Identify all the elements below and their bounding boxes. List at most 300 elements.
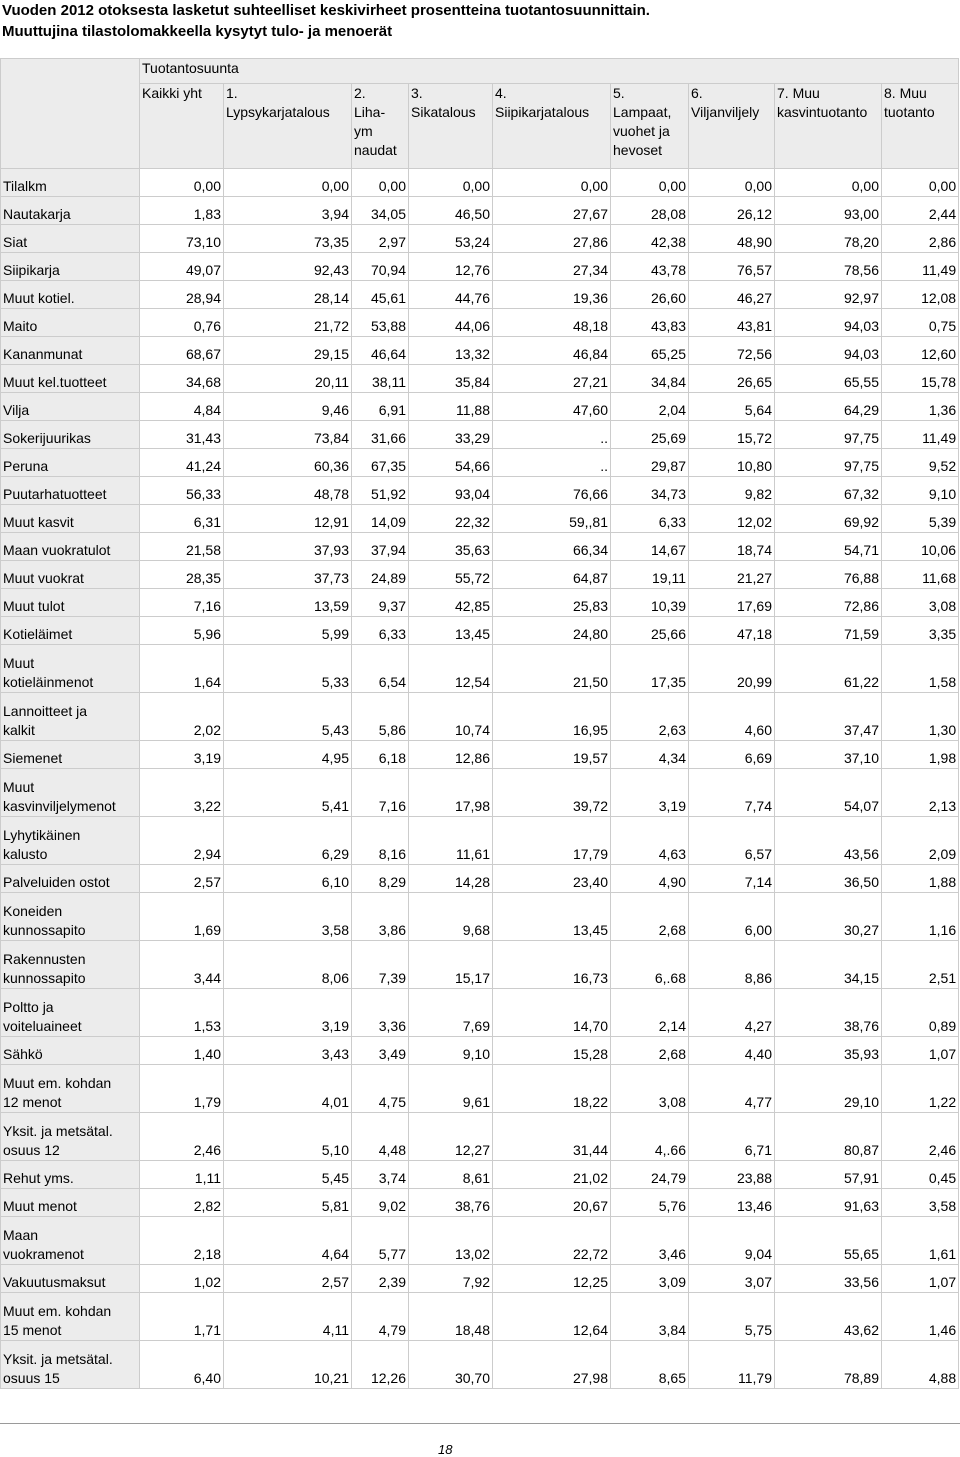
table-cell: 12,02: [689, 505, 775, 533]
row-label-line: Muut em. kohdan: [3, 1303, 112, 1319]
table-cell: 25,66: [611, 617, 689, 645]
table-cell: 37,73: [224, 561, 352, 589]
table-cell: 0,89: [882, 989, 959, 1037]
table-cell: 37,93: [224, 533, 352, 561]
table-cell: 1,88: [882, 865, 959, 893]
table-cell: 3,44: [140, 941, 224, 989]
table-cell: 5,39: [882, 505, 959, 533]
column-header-line: Sikatalous: [411, 104, 476, 120]
table-cell: 44,76: [409, 281, 493, 309]
table-cell: 15,28: [493, 1037, 611, 1065]
table-row: [1, 505, 959, 533]
table-row: [1, 365, 959, 393]
row-label: [1, 477, 140, 505]
row-label-line: Puutarhatuotteet: [3, 486, 107, 502]
table-cell: 4,.66: [611, 1113, 689, 1161]
table-row: [1, 309, 959, 337]
table-cell: 2,09: [882, 817, 959, 865]
table-cell: 4,11: [224, 1293, 352, 1341]
table-cell: 71,59: [775, 617, 882, 645]
column-header-line: vuohet ja: [613, 123, 670, 139]
column-header-line: kasvintuotanto: [777, 104, 868, 120]
table-cell: 5,99: [224, 617, 352, 645]
error-table: [0, 58, 959, 1389]
table-cell: 64,87: [493, 561, 611, 589]
table-cell: 2,02: [140, 693, 224, 741]
table-cell: 1,58: [882, 645, 959, 693]
row-label: [1, 365, 140, 393]
table-row: [1, 1265, 959, 1293]
column-header: [689, 84, 775, 169]
table-cell: 38,11: [352, 365, 409, 393]
column-header-line: 5.: [613, 85, 625, 101]
table-cell: 46,50: [409, 197, 493, 225]
table-cell: 9,10: [409, 1037, 493, 1065]
table-cell: 25,83: [493, 589, 611, 617]
row-label: [1, 893, 140, 941]
table-cell: 17,79: [493, 817, 611, 865]
row-label-line: Rakennusten: [3, 951, 86, 967]
table-cell: 13,45: [409, 617, 493, 645]
row-label: [1, 253, 140, 281]
row-label: [1, 817, 140, 865]
table-cell: 97,75: [775, 421, 882, 449]
table-cell: 18,48: [409, 1293, 493, 1341]
table-cell: 22,72: [493, 1217, 611, 1265]
table-cell: 76,57: [689, 253, 775, 281]
row-label: [1, 1113, 140, 1161]
table-cell: 45,61: [352, 281, 409, 309]
row-label-line: Siat: [3, 234, 28, 250]
table-cell: 34,84: [611, 365, 689, 393]
row-label-line: kunnossapito: [3, 922, 86, 938]
table-row: [1, 337, 959, 365]
table-cell: 5,43: [224, 693, 352, 741]
table-cell: 27,34: [493, 253, 611, 281]
table-cell: 6,40: [140, 1341, 224, 1389]
table-cell: 21,27: [689, 561, 775, 589]
table-cell: 3,08: [882, 589, 959, 617]
row-label-line: Tilalkm: [3, 178, 47, 194]
table-cell: 23,88: [689, 1161, 775, 1189]
table-cell: 1,02: [140, 1265, 224, 1293]
table-cell: 4,64: [224, 1217, 352, 1265]
table-cell: 3,19: [140, 741, 224, 769]
table-cell: 1,64: [140, 645, 224, 693]
column-header-line: 3.: [411, 85, 423, 101]
table-cell: 34,73: [611, 477, 689, 505]
table-cell: 53,24: [409, 225, 493, 253]
row-label: [1, 169, 140, 197]
row-label-line: Muut kasvit: [3, 514, 74, 530]
row-label: [1, 421, 140, 449]
table-cell: 19,36: [493, 281, 611, 309]
table-cell: 3,94: [224, 197, 352, 225]
table-cell: 9,04: [689, 1217, 775, 1265]
table-cell: 36,50: [775, 865, 882, 893]
column-header-line: 8. Muu: [884, 85, 927, 101]
table-row: [1, 253, 959, 281]
row-label: [1, 561, 140, 589]
row-label-line: Nautakarja: [3, 206, 71, 222]
table-cell: 21,58: [140, 533, 224, 561]
table-cell: 24,80: [493, 617, 611, 645]
table-cell: 30,27: [775, 893, 882, 941]
table-cell: 4,63: [611, 817, 689, 865]
table-cell: 6,.68: [611, 941, 689, 989]
row-label: [1, 225, 140, 253]
table-cell: 27,21: [493, 365, 611, 393]
row-label: [1, 393, 140, 421]
table-cell: 30,70: [409, 1341, 493, 1389]
table-row: [1, 169, 959, 197]
row-label: [1, 865, 140, 893]
table-cell: 13,32: [409, 337, 493, 365]
table-cell: 6,91: [352, 393, 409, 421]
table-row: [1, 561, 959, 589]
table-cell: 5,10: [224, 1113, 352, 1161]
table-cell: 47,60: [493, 393, 611, 421]
table-cell: 9,82: [689, 477, 775, 505]
table-cell: 3,86: [352, 893, 409, 941]
row-label-line: kasvinviljelymenot: [3, 798, 116, 814]
table-cell: 10,06: [882, 533, 959, 561]
group-header: Tuotantosuunta: [140, 59, 959, 84]
row-label-line: Lannoitteet ja: [3, 703, 88, 719]
table-cell: 19,57: [493, 741, 611, 769]
table-cell: 28,08: [611, 197, 689, 225]
column-header-line: tuotanto: [884, 104, 935, 120]
table-row: [1, 1113, 959, 1161]
table-cell: 56,33: [140, 477, 224, 505]
table-cell: 6,57: [689, 817, 775, 865]
table-cell: 24,79: [611, 1161, 689, 1189]
table-cell: 73,84: [224, 421, 352, 449]
table-cell: 3,49: [352, 1037, 409, 1065]
table-cell: 6,71: [689, 1113, 775, 1161]
row-label-line: kotieläinmenot: [3, 674, 94, 690]
table-cell: 5,76: [611, 1189, 689, 1217]
table-cell: 6,69: [689, 741, 775, 769]
row-label-line: Muut em. kohdan: [3, 1075, 112, 1091]
table-cell: 17,98: [409, 769, 493, 817]
title-line-2: Muuttujina tilastolomakkeella kysytyt tulo- ja menoerät: [2, 23, 393, 40]
table-cell: 28,35: [140, 561, 224, 589]
table-cell: 80,87: [775, 1113, 882, 1161]
table-cell: 5,45: [224, 1161, 352, 1189]
table-cell: 6,54: [352, 645, 409, 693]
table-cell: 13,02: [409, 1217, 493, 1265]
row-label: [1, 1161, 140, 1189]
table-cell: 1,40: [140, 1037, 224, 1065]
table-cell: 65,25: [611, 337, 689, 365]
table-cell: 44,06: [409, 309, 493, 337]
table-cell: 43,78: [611, 253, 689, 281]
row-label-line: vuokramenot: [3, 1246, 84, 1262]
row-label-line: Maan vuokratulot: [3, 542, 111, 558]
table-row: [1, 281, 959, 309]
table-cell: ..: [493, 449, 611, 477]
table-row: [1, 1065, 959, 1113]
table-cell: 0,00: [775, 169, 882, 197]
table-cell: 0,76: [140, 309, 224, 337]
table-cell: 12,26: [352, 1341, 409, 1389]
row-label-line: Muut menot: [3, 1198, 77, 1214]
column-header: [140, 84, 224, 169]
table-cell: 26,12: [689, 197, 775, 225]
table-cell: 48,78: [224, 477, 352, 505]
row-label: [1, 449, 140, 477]
table-cell: 3,84: [611, 1293, 689, 1341]
table-cell: 12,76: [409, 253, 493, 281]
row-label-line: Muut: [3, 655, 35, 671]
table-cell: 15,72: [689, 421, 775, 449]
table-row: [1, 589, 959, 617]
table-cell: 2,97: [352, 225, 409, 253]
table-cell: 8,86: [689, 941, 775, 989]
table-cell: 8,06: [224, 941, 352, 989]
row-label: [1, 1293, 140, 1341]
table-cell: 1,71: [140, 1293, 224, 1341]
table-cell: 9,46: [224, 393, 352, 421]
table-cell: 1,79: [140, 1065, 224, 1113]
table-cell: 65,55: [775, 365, 882, 393]
table-row: [1, 741, 959, 769]
row-label-line: voiteluaineet: [3, 1018, 82, 1034]
table-cell: 12,54: [409, 645, 493, 693]
table-cell: 3,74: [352, 1161, 409, 1189]
table-cell: 21,72: [224, 309, 352, 337]
table-cell: 73,10: [140, 225, 224, 253]
row-label-line: kunnossapito: [3, 970, 86, 986]
row-label-line: Palveluiden ostot: [3, 874, 110, 890]
row-label: [1, 989, 140, 1037]
table-cell: 33,56: [775, 1265, 882, 1293]
row-label-line: Vilja: [3, 402, 30, 418]
table-cell: 7,16: [352, 769, 409, 817]
table-row: [1, 477, 959, 505]
row-label-line: Muut kotiel.: [3, 290, 75, 306]
table-row: [1, 617, 959, 645]
table-cell: 2,39: [352, 1265, 409, 1293]
row-label: [1, 589, 140, 617]
table-cell: 76,66: [493, 477, 611, 505]
column-header-line: Viljanviljely: [691, 104, 760, 120]
table-cell: 18,22: [493, 1065, 611, 1113]
table-row: [1, 1217, 959, 1265]
table-cell: 97,75: [775, 449, 882, 477]
table-cell: 4,75: [352, 1065, 409, 1113]
table-cell: 37,94: [352, 533, 409, 561]
table-cell: 54,71: [775, 533, 882, 561]
table-cell: 2,51: [882, 941, 959, 989]
table-cell: 29,10: [775, 1065, 882, 1113]
table-cell: 35,93: [775, 1037, 882, 1065]
table-cell: 12,27: [409, 1113, 493, 1161]
row-label: [1, 309, 140, 337]
table-cell: 3,08: [611, 1065, 689, 1113]
column-header-line: hevoset: [613, 142, 663, 158]
page-title: [2, 0, 650, 42]
table-cell: 17,69: [689, 589, 775, 617]
table-cell: 1,07: [882, 1037, 959, 1065]
table-row: [1, 1341, 959, 1389]
table-cell: 5,81: [224, 1189, 352, 1217]
table-cell: 92,97: [775, 281, 882, 309]
column-header-line: 2.: [354, 85, 366, 101]
table-cell: 94,03: [775, 337, 882, 365]
row-label-line: Yksit. ja metsätal.: [3, 1123, 113, 1139]
table-cell: 12,91: [224, 505, 352, 533]
table-row: [1, 449, 959, 477]
table-cell: 2,46: [882, 1113, 959, 1161]
table-cell: 1,69: [140, 893, 224, 941]
row-label: [1, 505, 140, 533]
table-cell: 4,84: [140, 393, 224, 421]
table-cell: 41,24: [140, 449, 224, 477]
table-cell: 16,73: [493, 941, 611, 989]
table-cell: 7,39: [352, 941, 409, 989]
row-label-line: Sähkö: [3, 1046, 43, 1062]
table-cell: 42,38: [611, 225, 689, 253]
column-header-line: 4.: [495, 85, 507, 101]
table-cell: 72,86: [775, 589, 882, 617]
table-cell: 1,22: [882, 1065, 959, 1113]
table-cell: 16,95: [493, 693, 611, 741]
table-cell: 2,68: [611, 893, 689, 941]
table-cell: 2,46: [140, 1113, 224, 1161]
column-header: [611, 84, 689, 169]
table-row: [1, 1293, 959, 1341]
column-header-line: Siipikarjatalous: [495, 104, 590, 120]
table-cell: 57,91: [775, 1161, 882, 1189]
table-cell: 4,01: [224, 1065, 352, 1113]
table-cell: 9,10: [882, 477, 959, 505]
table-cell: 43,62: [775, 1293, 882, 1341]
table-cell: 68,67: [140, 337, 224, 365]
row-label: [1, 533, 140, 561]
table-cell: 69,92: [775, 505, 882, 533]
table-cell: 15,78: [882, 365, 959, 393]
row-label-line: Maito: [3, 318, 38, 334]
table-cell: 34,05: [352, 197, 409, 225]
table-cell: 11,61: [409, 817, 493, 865]
table-cell: 22,32: [409, 505, 493, 533]
table-cell: 49,07: [140, 253, 224, 281]
row-label: [1, 769, 140, 817]
table-cell: 48,90: [689, 225, 775, 253]
table-cell: 38,76: [409, 1189, 493, 1217]
table-cell: 31,43: [140, 421, 224, 449]
row-label-line: Yksit. ja metsätal.: [3, 1351, 113, 1367]
table-cell: 3,35: [882, 617, 959, 645]
row-label: [1, 617, 140, 645]
table-cell: 6,00: [689, 893, 775, 941]
table-cell: 72,56: [689, 337, 775, 365]
table-cell: 2,14: [611, 989, 689, 1037]
table-cell: 9,37: [352, 589, 409, 617]
table-row: [1, 225, 959, 253]
table-cell: 93,04: [409, 477, 493, 505]
column-header-line: ym: [354, 123, 373, 139]
table-cell: 43,56: [775, 817, 882, 865]
column-header-line: 6.: [691, 85, 703, 101]
table-cell: 0,00: [493, 169, 611, 197]
table-cell: 28,14: [224, 281, 352, 309]
column-header: [352, 84, 409, 169]
table-cell: 3,43: [224, 1037, 352, 1065]
table-cell: 29,15: [224, 337, 352, 365]
table-cell: 3,36: [352, 989, 409, 1037]
table-cell: 10,39: [611, 589, 689, 617]
table-cell: 35,63: [409, 533, 493, 561]
table-cell: 78,89: [775, 1341, 882, 1389]
table-cell: 43,81: [689, 309, 775, 337]
table-cell: 11,49: [882, 253, 959, 281]
table-row: [1, 197, 959, 225]
row-label: [1, 1189, 140, 1217]
table-cell: 13,46: [689, 1189, 775, 1217]
column-header-line: naudat: [354, 142, 397, 158]
column-header: [224, 84, 352, 169]
table-cell: 0,00: [611, 169, 689, 197]
table-cell: 14,67: [611, 533, 689, 561]
table-cell: 93,00: [775, 197, 882, 225]
row-label-line: Maan: [3, 1227, 39, 1243]
table-cell: 9,61: [409, 1065, 493, 1113]
table-cell: 5,86: [352, 693, 409, 741]
table-row: [1, 1037, 959, 1065]
table-cell: 1,61: [882, 1217, 959, 1265]
table-cell: 28,94: [140, 281, 224, 309]
table-cell: 6,31: [140, 505, 224, 533]
table-cell: ..: [493, 421, 611, 449]
table-cell: 25,69: [611, 421, 689, 449]
table-cell: 24,89: [352, 561, 409, 589]
table-cell: 1,46: [882, 1293, 959, 1341]
table-cell: 2,94: [140, 817, 224, 865]
table-cell: 46,27: [689, 281, 775, 309]
table-cell: 64,29: [775, 393, 882, 421]
table-cell: 0,00: [224, 169, 352, 197]
table-cell: 7,74: [689, 769, 775, 817]
column-header: [882, 84, 959, 169]
table-cell: 21,50: [493, 645, 611, 693]
table-cell: 27,98: [493, 1341, 611, 1389]
table-cell: 10,80: [689, 449, 775, 477]
table-cell: 0,00: [689, 169, 775, 197]
table-cell: 4,79: [352, 1293, 409, 1341]
table-cell: 0,00: [140, 169, 224, 197]
table-cell: 4,95: [224, 741, 352, 769]
row-label: [1, 337, 140, 365]
table-cell: 7,14: [689, 865, 775, 893]
table-cell: 91,63: [775, 1189, 882, 1217]
table-cell: 94,03: [775, 309, 882, 337]
column-header-line: Lypsykarjatalous: [226, 104, 330, 120]
table-cell: 23,40: [493, 865, 611, 893]
table-cell: 76,88: [775, 561, 882, 589]
table-cell: 51,92: [352, 477, 409, 505]
table-cell: 46,84: [493, 337, 611, 365]
table-cell: 1,16: [882, 893, 959, 941]
table-cell: 61,22: [775, 645, 882, 693]
footer-divider: [0, 1423, 960, 1424]
table-cell: 34,68: [140, 365, 224, 393]
table-cell: 12,08: [882, 281, 959, 309]
table-row: [1, 393, 959, 421]
column-header-row: [1, 84, 959, 169]
